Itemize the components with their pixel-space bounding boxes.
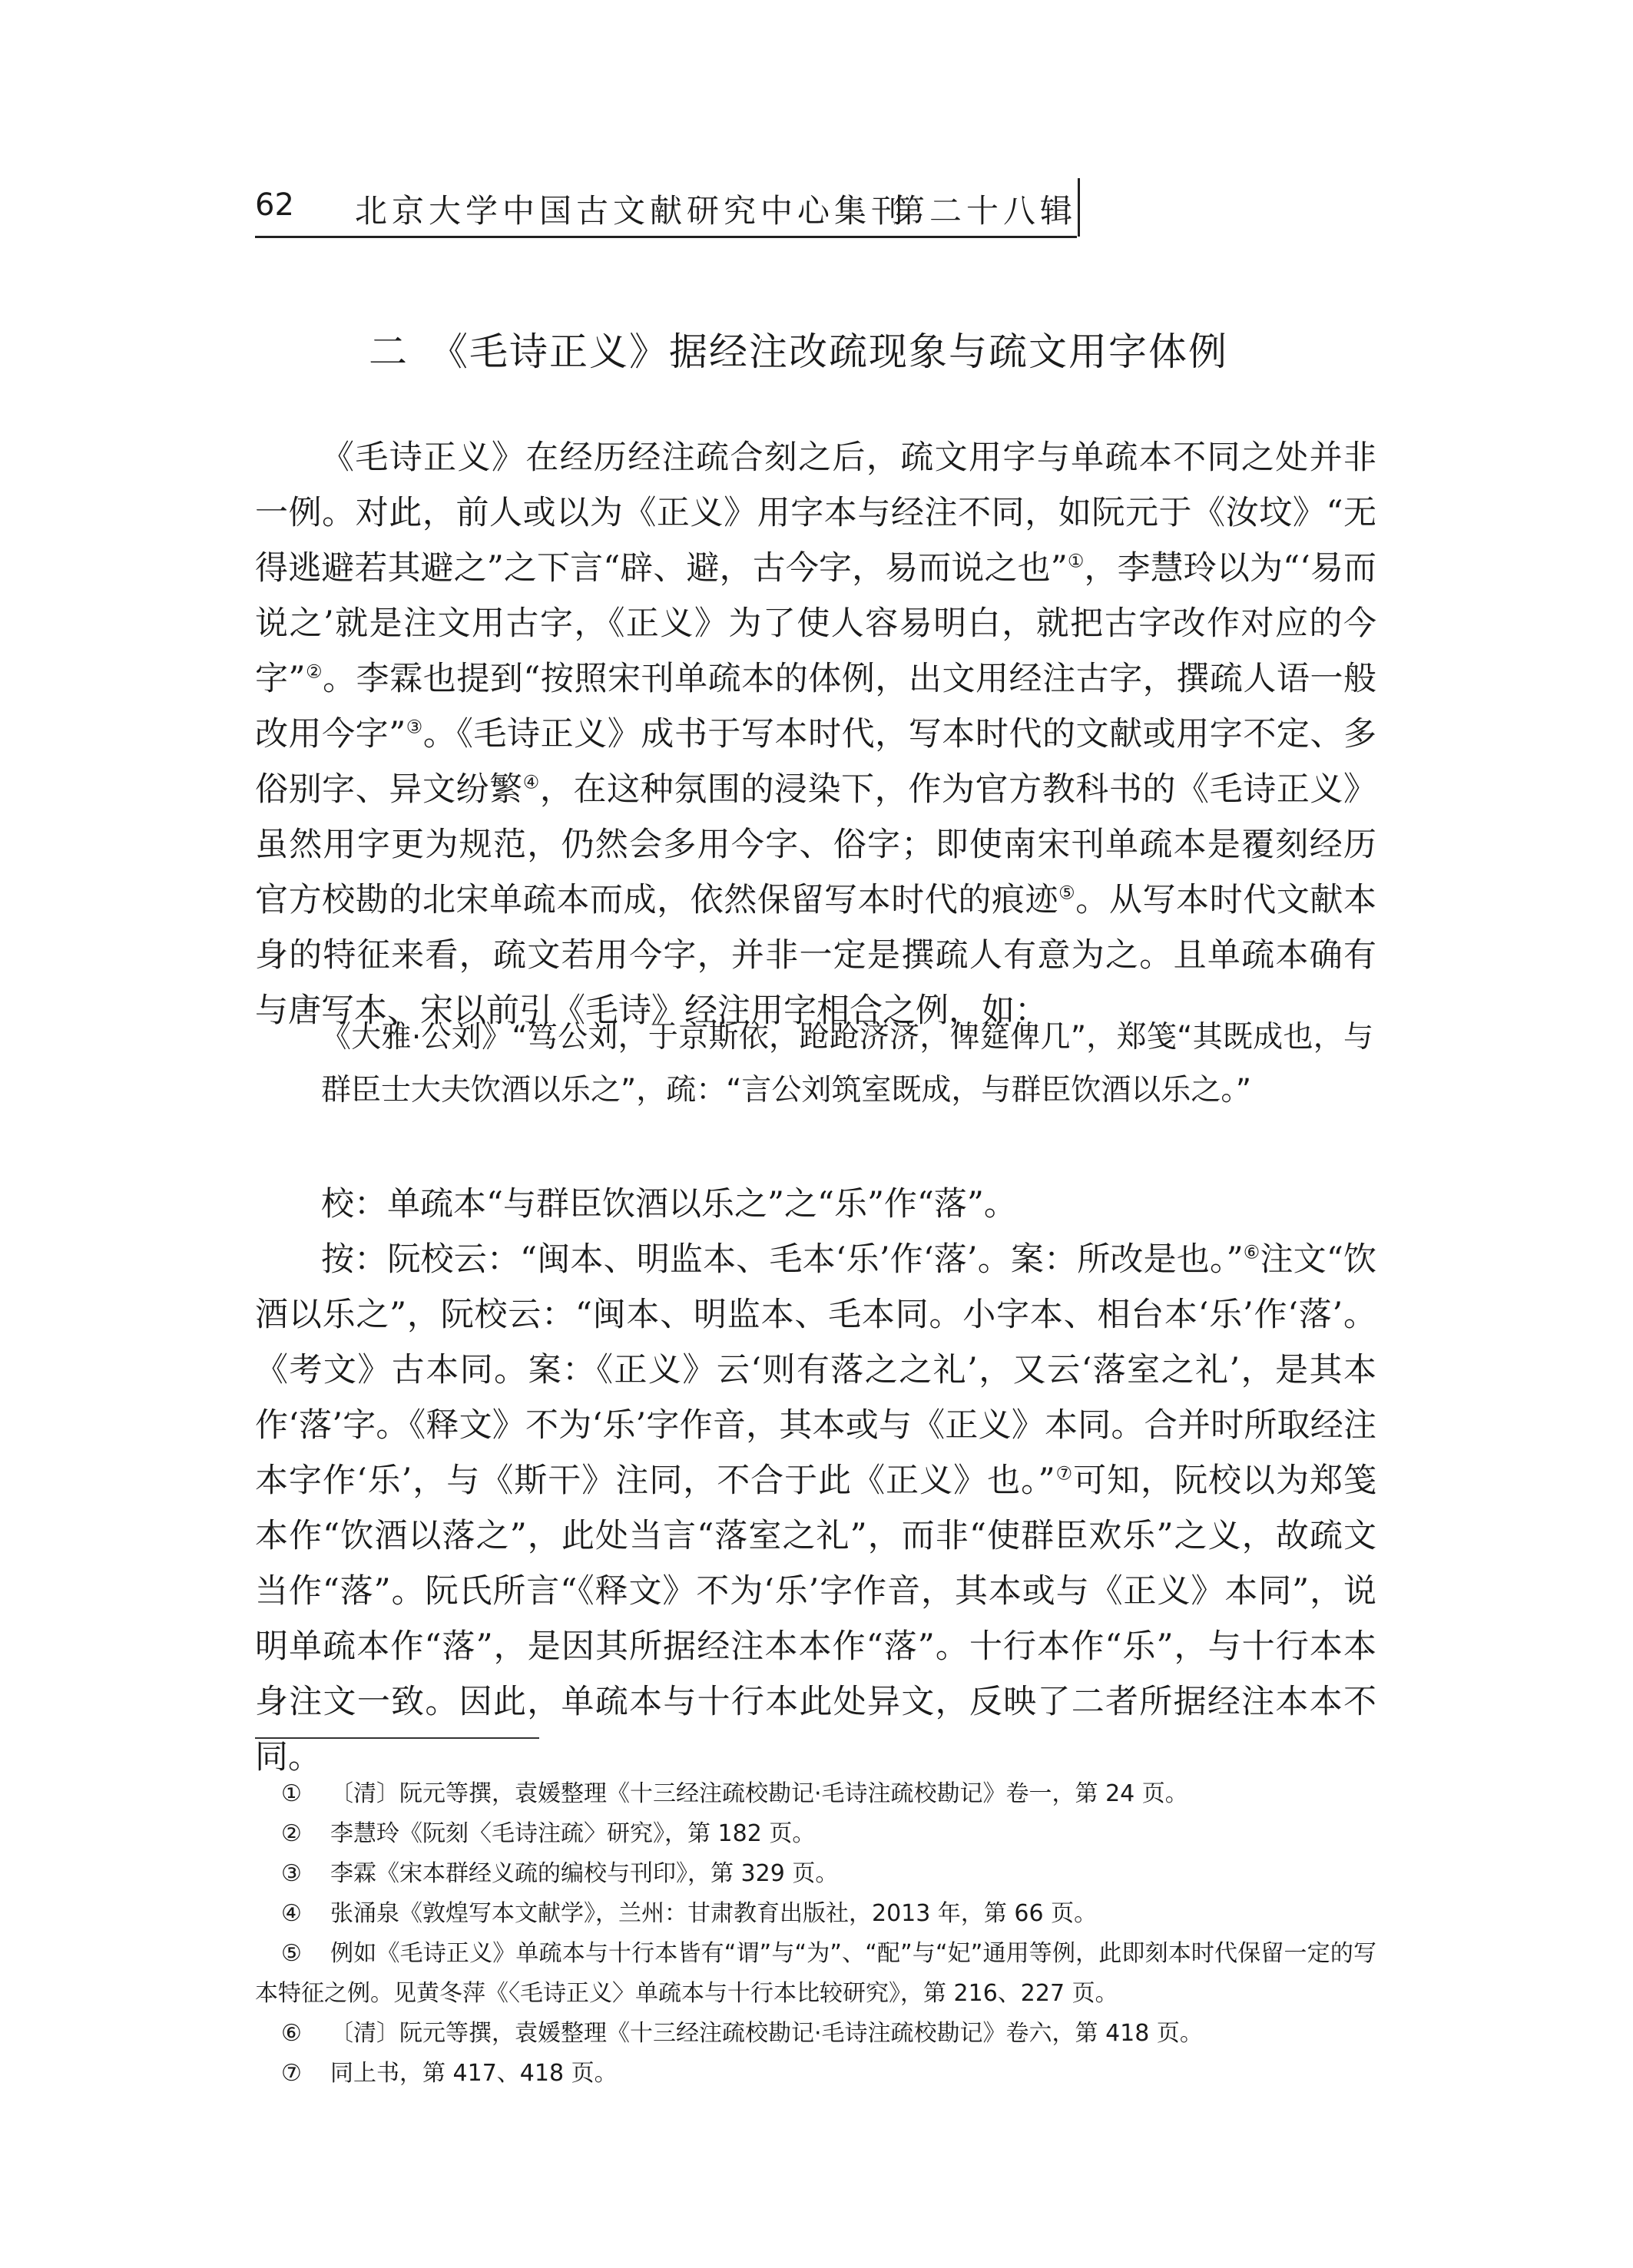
section-title: 二 《毛诗正义》据经注改疏现象与疏文用字体例 — [369, 329, 1228, 374]
footnote-mark: ⑥ — [281, 2020, 302, 2047]
footnote-ref-7[interactable]: ⑦ — [1055, 1462, 1074, 1485]
paragraph-1-text-4: 。《毛诗正义》成书于写本时代，写本时代的文献或用字不定、多俗别字、异文纷繁 — [255, 715, 1377, 809]
footnote-3 — [255, 1854, 1376, 1894]
body-paragraph-1 — [255, 430, 1376, 1038]
footnote-7 — [255, 2054, 1376, 2094]
footnote-mark: ③ — [281, 1860, 302, 1887]
footnote-text: 李慧玲《阮刻〈毛诗注疏〉研究》，第 182 页。 — [330, 1820, 816, 1847]
footnote-1 — [255, 1774, 1376, 1814]
footnote-ref-4[interactable]: ④ — [522, 771, 540, 793]
collation-paragraph: 校：单疏本“与群臣饮酒以乐之”之“乐”作“落”。 — [321, 1185, 1017, 1223]
footnote-text: 例如《毛诗正义》单疏本与十行本皆有“谓”与“为”、“配”与“妃”通用等例，此即刻本时代保留一定的写本特征之例。见黄冬萍《〈毛诗正义〉单疏本与十行本比较研究》，第 216、227 页。 — [255, 1940, 1376, 2007]
block-quote: 《大雅·公刘》“笃公刘，于京斯依，跄跄济济，俾筵俾几”，郑笺“其既成也，与群臣士大夫饮酒以乐之”，疏：“言公刘筑室既成，与群臣饮酒以乐之。” — [321, 1020, 1373, 1108]
journal-title: 北京大学中国古文献研究中心集刊 — [355, 192, 909, 230]
footnote-text: 〔清〕阮元等撰，袁媛整理《十三经注疏校勘记·毛诗注疏校勘记》卷一，第 24 页。 — [330, 1780, 1188, 1807]
commentary-text-2: 注文“饮酒以乐之”，阮校云：“闽本、明监本、毛本同。小字本、相台本‘乐’作‘落’。《考文》古本同。案：《正义》云‘则有落之之礼’，又云‘落室之礼’，是其本作‘落’字。《释文》不为‘乐’字作音，其本或与《正义》本同。合并时所取经注本字作‘乐’，与《斯干》注同，不合于此《正义》也。” — [255, 1240, 1377, 1500]
footnote-mark: ② — [281, 1820, 302, 1847]
footnote-mark: ⑤ — [281, 1940, 302, 1967]
footnote-text: 张涌泉《敦煌写本文献学》，兰州：甘肃教育出版社，2013 年，第 66 页。 — [330, 1900, 1098, 1927]
footnote-ref-1[interactable]: ① — [1067, 550, 1085, 572]
paragraph-1-text-2: ，李慧玲以为“‘易而说之’就是注文用古字，《正义》为了使人容易明白，就把古字改作对应的今字” — [255, 549, 1377, 698]
footnote-text: 李霖《宋本群经义疏的编校与刊印》，第 329 页。 — [330, 1860, 839, 1887]
footnote-ref-6[interactable]: ⑥ — [1243, 1241, 1260, 1263]
commentary-text-3: 可知，阮校以为郑笺本作“饮酒以落之”，此处当言“落室之礼”，而非“使群臣欢乐”之义，故疏文当作“落”。阮氏所言“《释文》不为‘乐’字作音，其本或与《正义》本同”，说明单疏本作“落”，是因其所据经注本本作“落”。十行本作“乐”，与十行本本身注文一致。因此，单疏本与十行本此处异文，反映了二者所据经注本本不同。 — [255, 1462, 1376, 1776]
running-header — [255, 178, 1085, 238]
footnote-ref-3[interactable]: ③ — [406, 716, 423, 738]
footnote-6 — [255, 2014, 1376, 2054]
footnote-4 — [255, 1894, 1376, 1934]
page-number: 62 — [255, 187, 294, 223]
footnote-mark: ① — [281, 1780, 302, 1807]
footnote-ref-2[interactable]: ② — [305, 661, 323, 683]
footnote-mark: ⑦ — [281, 2060, 302, 2087]
paragraph-1-text-1: 《毛诗正义》在经历经注疏合刻之后，疏文用字与单疏本不同之处并非一例。对此，前人或以为《正义》用字本与经注不同，如阮元于《汝坟》“无得逃避若其避之”之下言“辟、避，古今字，易而说之也” — [255, 439, 1376, 588]
paragraph-1-text-6: 。从写本时代文献本身的特征来看，疏文若用今字，并非一定是撰疏人有意为之。且单疏本确有与唐写本、宋以前引《毛诗》经注用字相合之例，如： — [255, 881, 1377, 1030]
header-vertical-rule — [1078, 178, 1080, 237]
volume-label: 第二十八辑 — [893, 192, 1078, 230]
paragraph-1-text-3: 。李霖也提到“按照宋刊单疏本的体例，出文用经注古字，撰疏人语一般改用今字” — [255, 660, 1377, 753]
footnote-divider — [255, 1737, 539, 1739]
header-rule — [255, 236, 1077, 238]
footnote-mark: ④ — [281, 1900, 302, 1927]
footnote-text: 〔清〕阮元等撰，袁媛整理《十三经注疏校勘记·毛诗注疏校勘记》卷六，第 418 页。 — [330, 2020, 1203, 2047]
commentary-text-1: 按：阮校云：“闽本、明监本、毛本‘乐’作‘落’。案：所改是也。” — [321, 1240, 1244, 1279]
commentary-paragraph — [255, 1232, 1376, 1785]
footnote-text: 同上书，第 417、418 页。 — [330, 2060, 618, 2087]
paragraph-1-text-5: ，在这种氛围的浸染下，作为官方教科书的《毛诗正义》虽然用字更为规范，仍然会多用今字、俗字；即使南宋刊单疏本是覆刻经历官方校勘的北宋单疏本而成，依然保留写本时代的痕迹 — [255, 770, 1377, 919]
footnote-2 — [255, 1814, 1376, 1854]
footnote-ref-5[interactable]: ⑤ — [1058, 882, 1076, 904]
footnote-5 — [255, 1934, 1376, 2014]
